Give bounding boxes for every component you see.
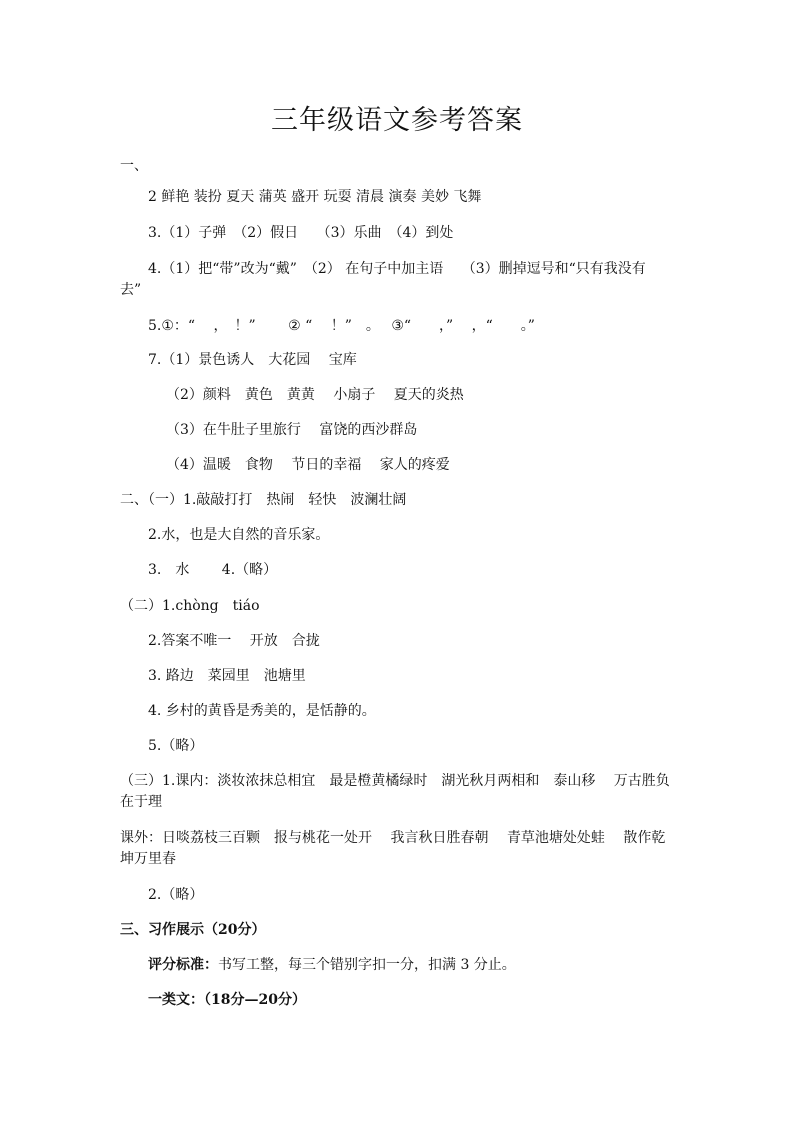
scoring-criteria-text: 书写工整，每三个错别字扣一分，扣满 3 分止。 — [218, 957, 516, 973]
answer-line: 5.①：“ ， ！” ② “ ！” 。 ③“ ，” ，“ 。” — [148, 318, 535, 334]
answer-line: 2.水，也是大自然的音乐家。 — [148, 527, 330, 543]
answer-line: 2.（略） — [148, 887, 204, 903]
answer-line: （二）1.chòng tiáo — [120, 598, 260, 614]
grade-category: 一类文：（18分—20分） — [148, 992, 306, 1008]
answer-line: （4）温暖 食物 节日的幸福 家人的疼爱 — [166, 457, 450, 473]
scoring-criteria-label: 评分标准： — [148, 957, 218, 973]
section-1-heading: 一、 — [120, 158, 148, 174]
answer-line: 课外：日啖荔枝三百颗 报与桃花一处开 我言秋日胜春朝 青草池塘处处蛙 散作乾 — [120, 830, 666, 846]
answer-line-continued: 在于理 — [120, 794, 162, 810]
section-2-heading: 二、（一）1.敲敲打打 热闹 轻快 波澜壮阔 — [120, 492, 407, 508]
answer-line: 4.（1）把“带”改为“戴” （2） 在句子中加主语 （3）删掉逗号和“只有我没有 — [148, 261, 646, 277]
scoring-criteria — [148, 954, 516, 976]
answer-line: 4. 乡村的黄昏是秀美的，是恬静的。 — [148, 703, 376, 719]
answer-line: 3. 水 4.（略） — [148, 562, 278, 578]
page-title: 三年级语文参考答案 — [271, 105, 523, 136]
answer-line: 3. 路边 菜园里 池塘里 — [148, 668, 306, 684]
answer-line: 3.（1）子弹 （2）假日 （3）乐曲 （4）到处 — [148, 225, 454, 241]
section-3-heading: 三、习作展示（20分） — [120, 922, 266, 938]
answer-line: 2 鲜艳 装扮 夏天 蒲英 盛开 玩耍 清晨 演奏 美妙 飞舞 — [148, 189, 482, 205]
answer-line: 2.答案不唯一 开放 合拢 — [148, 633, 320, 649]
answer-line-continued: 坤万里春 — [120, 851, 176, 867]
answer-line-continued: 去” — [120, 282, 142, 298]
answer-line: （2）颜料 黄色 黄黄 小扇子 夏天的炎热 — [166, 387, 464, 403]
answer-line: （三）1.课内：淡妆浓抹总相宜 最是橙黄橘绿时 湖光秋月两相和 泰山移 万古胜负 — [120, 773, 670, 789]
answer-line: （3）在牛肚子里旅行 富饶的西沙群岛 — [166, 422, 418, 438]
answer-line: 7.（1）景色诱人 大花园 宝库 — [148, 352, 357, 368]
answer-line: 5.（略） — [148, 738, 204, 754]
